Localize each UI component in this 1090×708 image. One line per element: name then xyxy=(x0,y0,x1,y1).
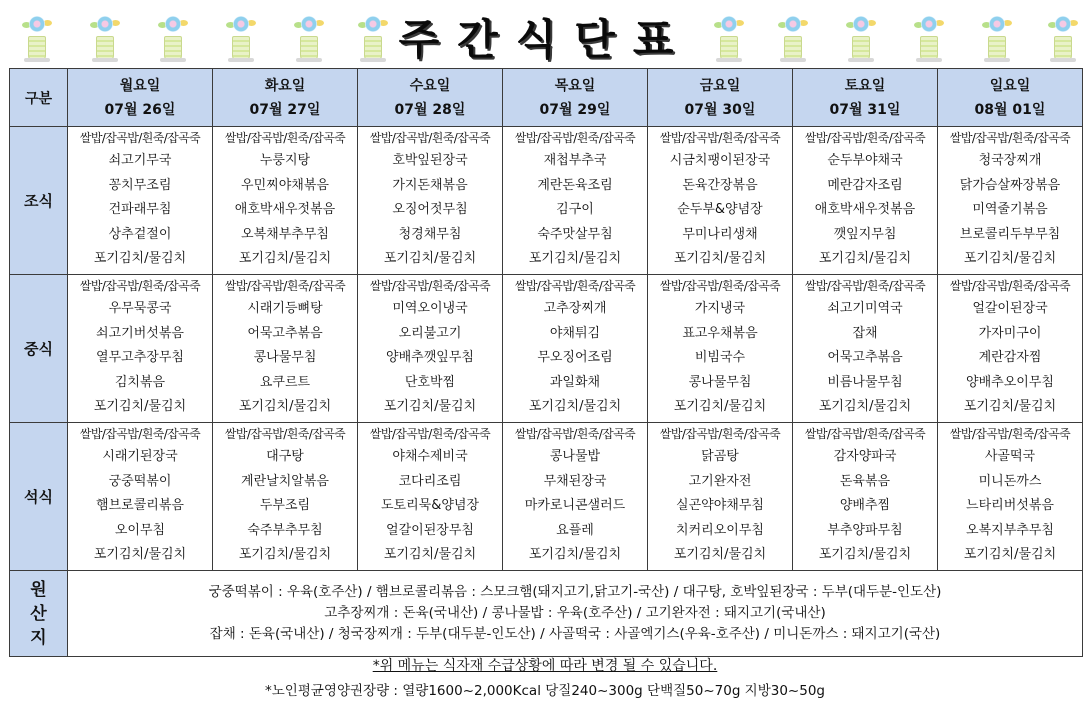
menu-item: 무채된장국 xyxy=(543,473,607,489)
origin-label-char: 지 xyxy=(30,627,47,648)
menu-item: 시래기등뼈탕 xyxy=(247,301,323,316)
menu-item: 가지냉국 xyxy=(694,301,746,316)
menu-item: 마카로니콘샐러드 xyxy=(524,498,626,514)
menu-item: 계란돈육조림 xyxy=(537,177,613,193)
menu-item: 미니돈까스 xyxy=(978,473,1042,489)
menu-cell-tue xyxy=(213,423,358,571)
menu-item: 숙주맛살무침 xyxy=(537,226,613,242)
menu-item: 요플레 xyxy=(556,522,594,538)
day-date: 07월 29일 xyxy=(539,101,611,118)
day-date: 08월 01일 xyxy=(974,101,1046,118)
origin-line: 잡채 : 돈육(국내산) / 청국장찌개 : 두부(대두분-인도산) / 사골떡국 : 사골엑기스(우육-호주산) / 미니돈까스 : 돼지고기(국산) xyxy=(209,626,941,642)
menu-cell-thu xyxy=(503,423,648,571)
menu-item: 어묵고추볶음 xyxy=(247,325,323,341)
menu-item: 포기김치/물김치 xyxy=(963,251,1057,267)
menu-item: 돈육볶음 xyxy=(839,473,891,489)
menu-item: 포기김치/물김치 xyxy=(528,251,622,267)
menu-item: 대구탕 xyxy=(266,449,304,464)
flower-pot-icon xyxy=(224,14,258,64)
rice-porridge-options: 쌀밥/잡곡밥/흰죽/잡곡죽 xyxy=(369,131,491,145)
menu-item: 궁중떡볶이 xyxy=(108,473,172,489)
menu-item: 콩나물밥 xyxy=(549,449,601,464)
menu-item: 포기김치/물김치 xyxy=(528,399,622,415)
menu-item: 닭곰탕 xyxy=(701,449,739,464)
meal-label: 중식 xyxy=(10,275,68,423)
day-header-thu xyxy=(503,69,648,127)
menu-item: 고기완자전 xyxy=(688,473,752,489)
menu-item: 포기김치/물김치 xyxy=(528,547,622,563)
menu-item: 포기김치/물김치 xyxy=(818,399,912,415)
flower-pot-icon xyxy=(776,14,810,64)
rice-porridge-options: 쌀밥/잡곡밥/흰죽/잡곡죽 xyxy=(949,131,1071,145)
menu-item: 어묵고추볶음 xyxy=(827,350,903,366)
rice-porridge-options: 쌀밥/잡곡밥/흰죽/잡곡죽 xyxy=(949,427,1071,441)
menu-item: 시래기된장국 xyxy=(102,449,178,464)
day-date: 07월 28일 xyxy=(394,101,466,118)
menu-cell-mon xyxy=(68,275,213,423)
menu-item: 무미나리생채 xyxy=(682,226,758,242)
menu-change-notice: *위 메뉴는 식자재 수급상황에 따라 변경 될 수 있습니다. xyxy=(372,658,718,674)
menu-item: 포기김치/물김치 xyxy=(963,399,1057,415)
menu-item: 포기김치/물김치 xyxy=(818,251,912,267)
menu-item: 김치볶음 xyxy=(114,374,166,390)
menu-item: 느타리버섯볶음 xyxy=(966,498,1054,514)
menu-item: 포기김치/물김치 xyxy=(818,547,912,563)
menu-item: 단호박찜 xyxy=(404,374,456,390)
origin-line: 고추장찌개 : 돈육(국내산) / 콩나물밥 : 우육(호주산) / 고기완자전 : 돼지고기(국내산) xyxy=(324,605,826,621)
header-row xyxy=(10,69,1083,127)
menu-cell-mon xyxy=(68,423,213,571)
menu-item: 포기김치/물김치 xyxy=(383,399,477,415)
menu-item: 양배추찜 xyxy=(839,498,891,514)
day-header-tue xyxy=(213,69,358,127)
menu-cell-mon xyxy=(68,127,213,275)
menu-item: 치커리오이무침 xyxy=(676,522,764,538)
rice-porridge-options: 쌀밥/잡곡밥/흰죽/잡곡죽 xyxy=(804,279,926,293)
flower-pot-icon xyxy=(20,14,54,64)
menu-item: 순두부야채국 xyxy=(827,153,903,168)
menu-item: 포기김치/물김치 xyxy=(93,547,187,563)
menu-item: 콩나물무침 xyxy=(253,350,317,366)
day-name: 토요일 xyxy=(844,77,886,94)
menu-cell-wed xyxy=(358,423,503,571)
menu-item: 부추양파무침 xyxy=(827,522,903,538)
menu-item: 순두부&양념장 xyxy=(677,202,763,218)
menu-cell-wed xyxy=(358,275,503,423)
menu-cell-thu xyxy=(503,127,648,275)
menu-item: 포기김치/물김치 xyxy=(383,251,477,267)
flower-pot-icon xyxy=(712,14,746,64)
flower-pot-icon xyxy=(980,14,1014,64)
menu-item: 오이무침 xyxy=(114,522,166,538)
menu-item: 포기김치/물김치 xyxy=(238,547,332,563)
menu-item: 오복채부추무침 xyxy=(241,226,329,242)
day-header-fri xyxy=(648,69,793,127)
menu-item: 요쿠르트 xyxy=(259,374,311,390)
menu-item: 얼갈이된장국 xyxy=(972,301,1048,316)
menu-item: 가지돈채볶음 xyxy=(392,177,468,193)
menu-item: 오징어젓무침 xyxy=(392,202,468,218)
menu-item: 포기김치/물김치 xyxy=(383,547,477,563)
menu-item: 과일화채 xyxy=(549,374,601,390)
page-title: 주간식단표 xyxy=(398,15,692,64)
day-name: 월요일 xyxy=(119,77,161,94)
menu-item: 열무고추장무침 xyxy=(96,350,184,366)
rice-porridge-options: 쌀밥/잡곡밥/흰죽/잡곡죽 xyxy=(224,279,346,293)
menu-item: 표고우채볶음 xyxy=(682,325,758,341)
menu-cell-wed xyxy=(358,127,503,275)
day-header-wed xyxy=(358,69,503,127)
day-header-mon xyxy=(68,69,213,127)
weekly-menu-table xyxy=(9,68,1083,657)
flower-pot-icon xyxy=(844,14,878,64)
menu-item: 포기김치/물김치 xyxy=(673,251,767,267)
menu-item: 비름나물무침 xyxy=(827,374,903,390)
flower-pot-icon xyxy=(912,14,946,64)
day-name: 일요일 xyxy=(989,77,1031,94)
menu-item: 계란날치알볶음 xyxy=(241,473,329,489)
menu-item: 깻잎지무침 xyxy=(833,226,897,242)
origin-line: 궁중떡볶이 : 우육(호주산) / 햄브로콜리볶음 : 스모크햄(돼지고기,닭고기-국산) / 대구탕, 호박잎된장국 : 두부(대두분-인도산) xyxy=(208,584,942,600)
day-date: 07월 30일 xyxy=(684,101,756,118)
menu-item: 쇠고기버섯볶음 xyxy=(96,325,184,341)
menu-item: 오리불고기 xyxy=(398,325,462,341)
day-header-sun xyxy=(938,69,1083,127)
origin-label-char: 원 xyxy=(30,579,47,600)
menu-item: 누룽지탕 xyxy=(259,153,311,168)
menu-cell-tue xyxy=(213,275,358,423)
meal-row xyxy=(10,275,1083,423)
menu-cell-fri xyxy=(648,275,793,423)
day-date: 07월 31일 xyxy=(829,101,901,118)
menu-item: 숙주부추무침 xyxy=(247,522,323,538)
menu-item: 햄브로콜리볶음 xyxy=(96,498,184,514)
menu-item: 양배추깻잎무침 xyxy=(386,350,474,366)
day-name: 수요일 xyxy=(409,77,451,94)
meal-row xyxy=(10,127,1083,275)
flower-pot-icon xyxy=(1046,14,1080,64)
menu-item: 미역줄기볶음 xyxy=(972,202,1048,218)
rice-porridge-options: 쌀밥/잡곡밥/흰죽/잡곡죽 xyxy=(79,427,201,441)
rice-porridge-options: 쌀밥/잡곡밥/흰죽/잡곡죽 xyxy=(949,279,1071,293)
menu-item: 돈육간장볶음 xyxy=(682,177,758,193)
rice-porridge-options: 쌀밥/잡곡밥/흰죽/잡곡죽 xyxy=(79,131,201,145)
menu-cell-sun xyxy=(938,423,1083,571)
flower-pot-icon xyxy=(88,14,122,64)
rice-porridge-options: 쌀밥/잡곡밥/흰죽/잡곡죽 xyxy=(659,279,781,293)
menu-item: 재첩부추국 xyxy=(543,153,607,168)
menu-item: 감자양파국 xyxy=(833,449,897,464)
menu-item: 코다리조림 xyxy=(398,473,462,489)
menu-item: 우무묵콩국 xyxy=(108,301,172,316)
menu-item: 무오징어조림 xyxy=(537,350,613,366)
menu-item: 쇠고기무국 xyxy=(108,153,172,168)
header-label: 구분 xyxy=(10,69,68,127)
menu-cell-tue xyxy=(213,127,358,275)
menu-item: 미역오이냉국 xyxy=(392,301,468,316)
menu-item: 애호박새우젓볶음 xyxy=(814,202,916,218)
menu-item: 도토리묵&양념장 xyxy=(380,498,480,514)
menu-item: 오복지부추무침 xyxy=(966,522,1054,538)
day-date: 07월 27일 xyxy=(249,101,321,118)
menu-item: 야채수제비국 xyxy=(392,449,468,464)
day-name: 목요일 xyxy=(554,77,596,94)
menu-cell-sat xyxy=(793,423,938,571)
rice-porridge-options: 쌀밥/잡곡밥/흰죽/잡곡죽 xyxy=(369,279,491,293)
menu-cell-fri xyxy=(648,423,793,571)
menu-item: 사골떡국 xyxy=(984,449,1036,464)
menu-item: 브로콜리두부무침 xyxy=(959,226,1061,242)
menu-item: 콩나물무침 xyxy=(688,374,752,390)
flower-pot-icon xyxy=(156,14,190,64)
rice-porridge-options: 쌀밥/잡곡밥/흰죽/잡곡죽 xyxy=(804,131,926,145)
menu-item: 청국장찌개 xyxy=(978,153,1042,168)
meal-label: 조식 xyxy=(10,127,68,275)
menu-item: 김구이 xyxy=(556,202,594,218)
menu-item: 포기김치/물김치 xyxy=(963,547,1057,563)
rice-porridge-options: 쌀밥/잡곡밥/흰죽/잡곡죽 xyxy=(79,279,201,293)
menu-item: 포기김치/물김치 xyxy=(238,251,332,267)
menu-item: 포기김치/물김치 xyxy=(93,399,187,415)
menu-item: 호박잎된장국 xyxy=(392,153,468,168)
rice-porridge-options: 쌀밥/잡곡밥/흰죽/잡곡죽 xyxy=(224,427,346,441)
menu-item: 잡채 xyxy=(852,325,878,341)
menu-item: 야채튀김 xyxy=(549,325,601,341)
rice-porridge-options: 쌀밥/잡곡밥/흰죽/잡곡죽 xyxy=(659,427,781,441)
origin-info xyxy=(68,571,1083,657)
origin-label-char: 산 xyxy=(30,603,47,624)
menu-cell-sun xyxy=(938,275,1083,423)
menu-cell-fri xyxy=(648,127,793,275)
menu-item: 두부조림 xyxy=(259,498,311,514)
menu-item: 양배추오이무침 xyxy=(966,374,1054,390)
menu-item: 쇠고기미역국 xyxy=(827,301,903,316)
day-name: 화요일 xyxy=(264,77,306,94)
rice-porridge-options: 쌀밥/잡곡밥/흰죽/잡곡죽 xyxy=(224,131,346,145)
day-date: 07월 26일 xyxy=(104,101,176,118)
page-header xyxy=(0,0,1090,68)
flower-pot-icon xyxy=(292,14,326,64)
origin-row xyxy=(10,571,1083,657)
menu-cell-sat xyxy=(793,275,938,423)
menu-item: 포기김치/물김치 xyxy=(238,399,332,415)
meal-row xyxy=(10,423,1083,571)
day-name: 금요일 xyxy=(699,77,741,94)
menu-item: 꽁치무조림 xyxy=(108,177,172,193)
menu-item: 건파래무침 xyxy=(108,202,172,218)
rice-porridge-options: 쌀밥/잡곡밥/흰죽/잡곡죽 xyxy=(369,427,491,441)
menu-item: 포기김치/물김치 xyxy=(93,251,187,267)
rice-porridge-options: 쌀밥/잡곡밥/흰죽/잡곡죽 xyxy=(514,279,636,293)
menu-item: 상추겉절이 xyxy=(108,226,172,242)
nutrition-recommendation: *노인평균영양권장량 : 열량1600~2,000Kcal 당질240~300g 단백질50~70g 지방30~50g xyxy=(265,683,825,699)
rice-porridge-options: 쌀밥/잡곡밥/흰죽/잡곡죽 xyxy=(659,131,781,145)
menu-item: 포기김치/물김치 xyxy=(673,547,767,563)
menu-item: 메란감자조림 xyxy=(827,177,903,193)
menu-item: 우민찌야채볶음 xyxy=(241,177,329,193)
origin-label xyxy=(10,571,68,657)
menu-item: 계란감자찜 xyxy=(978,350,1042,366)
menu-item: 얼갈이된장무침 xyxy=(386,522,474,538)
menu-item: 고추장찌개 xyxy=(543,301,607,316)
rice-porridge-options: 쌀밥/잡곡밥/흰죽/잡곡죽 xyxy=(514,427,636,441)
day-header-sat xyxy=(793,69,938,127)
menu-item: 청경채무침 xyxy=(398,226,462,242)
menu-cell-sun xyxy=(938,127,1083,275)
menu-item: 닭가슴살짜장볶음 xyxy=(959,177,1061,193)
menu-item: 비빔국수 xyxy=(694,350,746,366)
menu-cell-thu xyxy=(503,275,648,423)
meal-label: 석식 xyxy=(10,423,68,571)
rice-porridge-options: 쌀밥/잡곡밥/흰죽/잡곡죽 xyxy=(514,131,636,145)
menu-item: 시금치팽이된장국 xyxy=(669,153,771,168)
menu-cell-sat xyxy=(793,127,938,275)
menu-item: 실곤약야채무침 xyxy=(676,498,764,514)
menu-item: 가자미구이 xyxy=(978,325,1042,341)
rice-porridge-options: 쌀밥/잡곡밥/흰죽/잡곡죽 xyxy=(804,427,926,441)
menu-item: 애호박새우젓볶음 xyxy=(234,202,336,218)
menu-item: 포기김치/물김치 xyxy=(673,399,767,415)
